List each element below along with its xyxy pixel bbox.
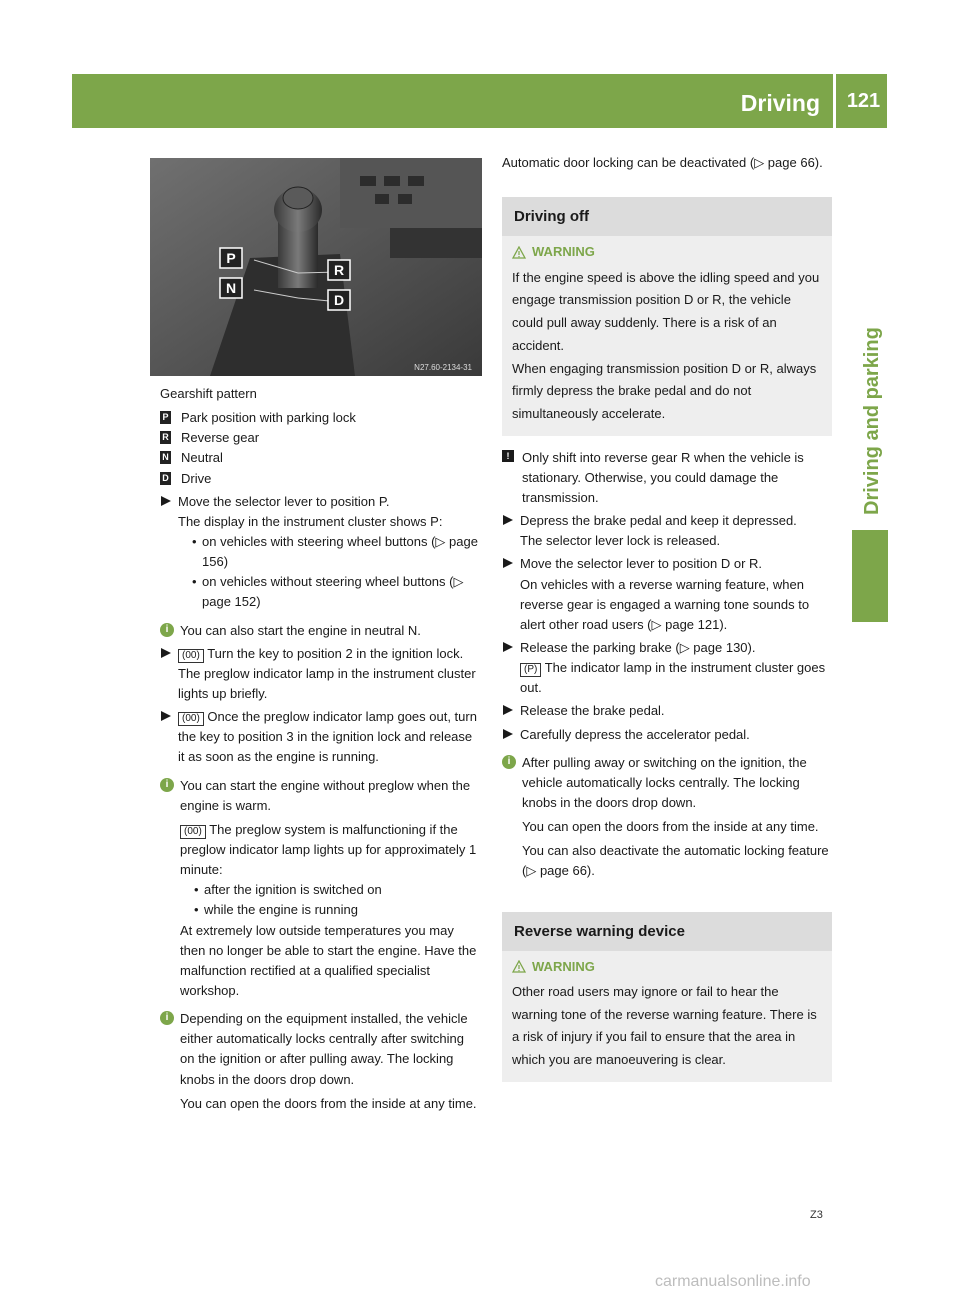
photo-code: N27.60-2134-31 <box>414 363 472 372</box>
bullet-item: • on vehicles with steering wheel buttons (▷ page 156) <box>192 532 482 572</box>
info-note <box>160 776 482 1002</box>
header-separator <box>833 74 836 128</box>
instruction-step <box>160 644 482 704</box>
arrow-icon <box>502 729 514 739</box>
arrow-icon <box>160 496 172 506</box>
bullet-item: • while the engine is running <box>194 900 482 920</box>
arrow-icon <box>502 642 514 652</box>
step-text: Depress the brake pedal and keep it depressed. <box>520 513 797 529</box>
arrow-icon <box>160 648 172 658</box>
figure-caption: Gearshift pattern <box>160 386 257 401</box>
position-text: Park position with parking lock <box>181 410 356 426</box>
label-d: D <box>333 292 345 308</box>
arrow-icon <box>502 705 514 715</box>
info-text: You can also deactivate the automatic locking feature (▷ page 66). <box>522 843 829 879</box>
bullet-item: • on vehicles without steering wheel buttons (▷ page 152) <box>192 572 482 612</box>
step-text: Move the selector lever to position D or R. <box>520 556 763 572</box>
info-text: You can open the doors from the inside at any time. <box>180 1095 477 1111</box>
position-key: N <box>160 451 171 464</box>
step-result: The indicator lamp in the instrument cluster goes out. <box>520 660 826 696</box>
side-tab-block <box>852 530 888 622</box>
info-text: You can also start the engine in neutral N. <box>180 622 421 638</box>
info-note <box>502 753 832 882</box>
warning-triangle-icon <box>512 246 526 259</box>
label-n: N <box>225 280 237 296</box>
instruction-step <box>160 707 482 767</box>
left-column <box>160 384 482 1114</box>
step-text: Release the parking brake (▷ page 130). <box>520 640 756 656</box>
warning-box <box>502 951 832 1082</box>
bullet-item: • after the ignition is switched on <box>194 880 482 900</box>
position-row <box>160 428 482 448</box>
warning-label: WARNING <box>532 958 595 974</box>
info-icon: i <box>502 755 516 769</box>
info-text: You can start the engine without preglow when the engine is warm. <box>180 777 471 813</box>
arrow-icon <box>502 515 514 525</box>
warning-text: If the engine speed is above the idling speed and you engage transmission position D or R, the vehicle could pull away suddenly. There is a risk of an accident. <box>512 269 820 353</box>
position-text: Neutral <box>181 450 223 466</box>
label-r: R <box>333 262 345 278</box>
step-text: Move the selector lever to position P. <box>178 493 390 509</box>
parking-brake-lamp-icon: (P) <box>520 663 541 677</box>
note-text: Only shift into reverse gear R when the vehicle is stationary. Otherwise, you could damage the transmission. <box>522 449 804 506</box>
gearshift-photo <box>150 158 482 376</box>
step-text: Release the brake pedal. <box>520 703 665 719</box>
preglow-lamp-icon: (00) <box>178 649 204 663</box>
info-text: At extremely low outside temperatures you may then no longer be able to start the engine. Have the malfunction rectified at a qualified specialist workshop. <box>180 922 477 998</box>
instruction-step <box>502 701 832 721</box>
note-icon: ! <box>502 450 514 462</box>
bullet-text: while the engine is running <box>204 902 358 918</box>
section-heading: Reverse warning device <box>502 912 832 951</box>
watermark: carmanualsonline.info <box>655 1273 811 1290</box>
position-key: D <box>160 472 171 485</box>
info-text: You can open the doors from the inside at any time. <box>522 819 819 835</box>
warning-text: When engaging transmission position D or R, always firmly depress the brake pedal and do not simultaneously accelerate. <box>512 360 817 422</box>
preglow-lamp-icon: (00) <box>180 825 206 839</box>
instruction-step <box>502 725 832 745</box>
step-text: Once the preglow indicator lamp goes out, turn the key to position 3 in the ignition lock and release it as soon as the engine is running. <box>178 709 477 765</box>
info-text: Depending on the equipment installed, the vehicle either automatically locks centrally after switching on the ignition or after pulling away. The locking knobs in the doors drop down. <box>180 1011 468 1087</box>
instruction-step <box>160 492 482 613</box>
preglow-lamp-icon: (00) <box>178 712 204 726</box>
bullet-text: on vehicles with steering wheel buttons (▷ page 156) <box>202 533 478 570</box>
bullet-text: on vehicles without steering wheel buttons (▷ page 152) <box>202 574 464 610</box>
warning-box <box>502 236 832 435</box>
warning-triangle-icon <box>512 960 526 973</box>
step-text: Carefully depress the accelerator pedal. <box>520 726 750 742</box>
warning-text: Other road users may ignore or fail to hear the warning tone of the reverse warning feature. There is a risk of injury if you fail to ensure that the area in which you are manoeuvering is clear. <box>512 983 817 1068</box>
step-text: Turn the key to position 2 in the ignition lock. The preglow indicator lamp in the instrument cluster lights up briefly. <box>178 645 476 701</box>
position-row <box>160 408 482 428</box>
side-tab <box>852 255 892 525</box>
position-key: P <box>160 411 171 424</box>
side-tab-label: Driving and parking <box>861 327 883 515</box>
instruction-step <box>502 554 832 635</box>
info-icon: i <box>160 778 174 792</box>
position-text: Reverse gear <box>181 430 260 446</box>
step-result: The selector lever lock is released. <box>520 533 721 549</box>
bullet-text: after the ignition is switched on <box>204 882 382 898</box>
page-code: Z3 <box>810 1209 823 1221</box>
position-row <box>160 448 482 468</box>
info-icon: i <box>160 623 174 637</box>
position-row <box>160 469 482 489</box>
info-note <box>160 1009 482 1114</box>
info-note <box>160 621 482 641</box>
page-number: 121 <box>846 90 881 112</box>
step-result: On vehicles with a reverse warning feature, when reverse gear is engaged a warning tone sounds to alert other road users (▷ page 121). <box>520 576 810 632</box>
warning-label: WARNING <box>532 244 595 260</box>
warning-title <box>512 957 822 977</box>
arrow-icon <box>502 558 514 568</box>
right-column <box>502 153 832 1082</box>
instruction-step <box>502 511 832 551</box>
intro-text: Automatic door locking can be deactivated (▷ page 66). <box>502 155 823 170</box>
position-text: Drive <box>181 470 212 486</box>
info-text: After pulling away or switching on the ignition, the vehicle automatically locks centrally. The locking knobs in the doors drop down. <box>522 754 807 811</box>
info-icon: i <box>160 1011 174 1025</box>
label-p: P <box>226 250 236 266</box>
position-key: R <box>160 431 171 444</box>
note <box>502 448 832 508</box>
warning-title <box>512 242 822 262</box>
section-heading: Driving off <box>502 197 832 236</box>
info-text: The preglow system is malfunctioning if the preglow indicator lamp lights up for approximately 1 minute: <box>180 821 477 878</box>
step-result: The display in the instrument cluster shows P: <box>178 513 443 529</box>
page-title: Driving <box>740 90 820 116</box>
arrow-icon <box>160 711 172 721</box>
instruction-step <box>502 638 832 698</box>
